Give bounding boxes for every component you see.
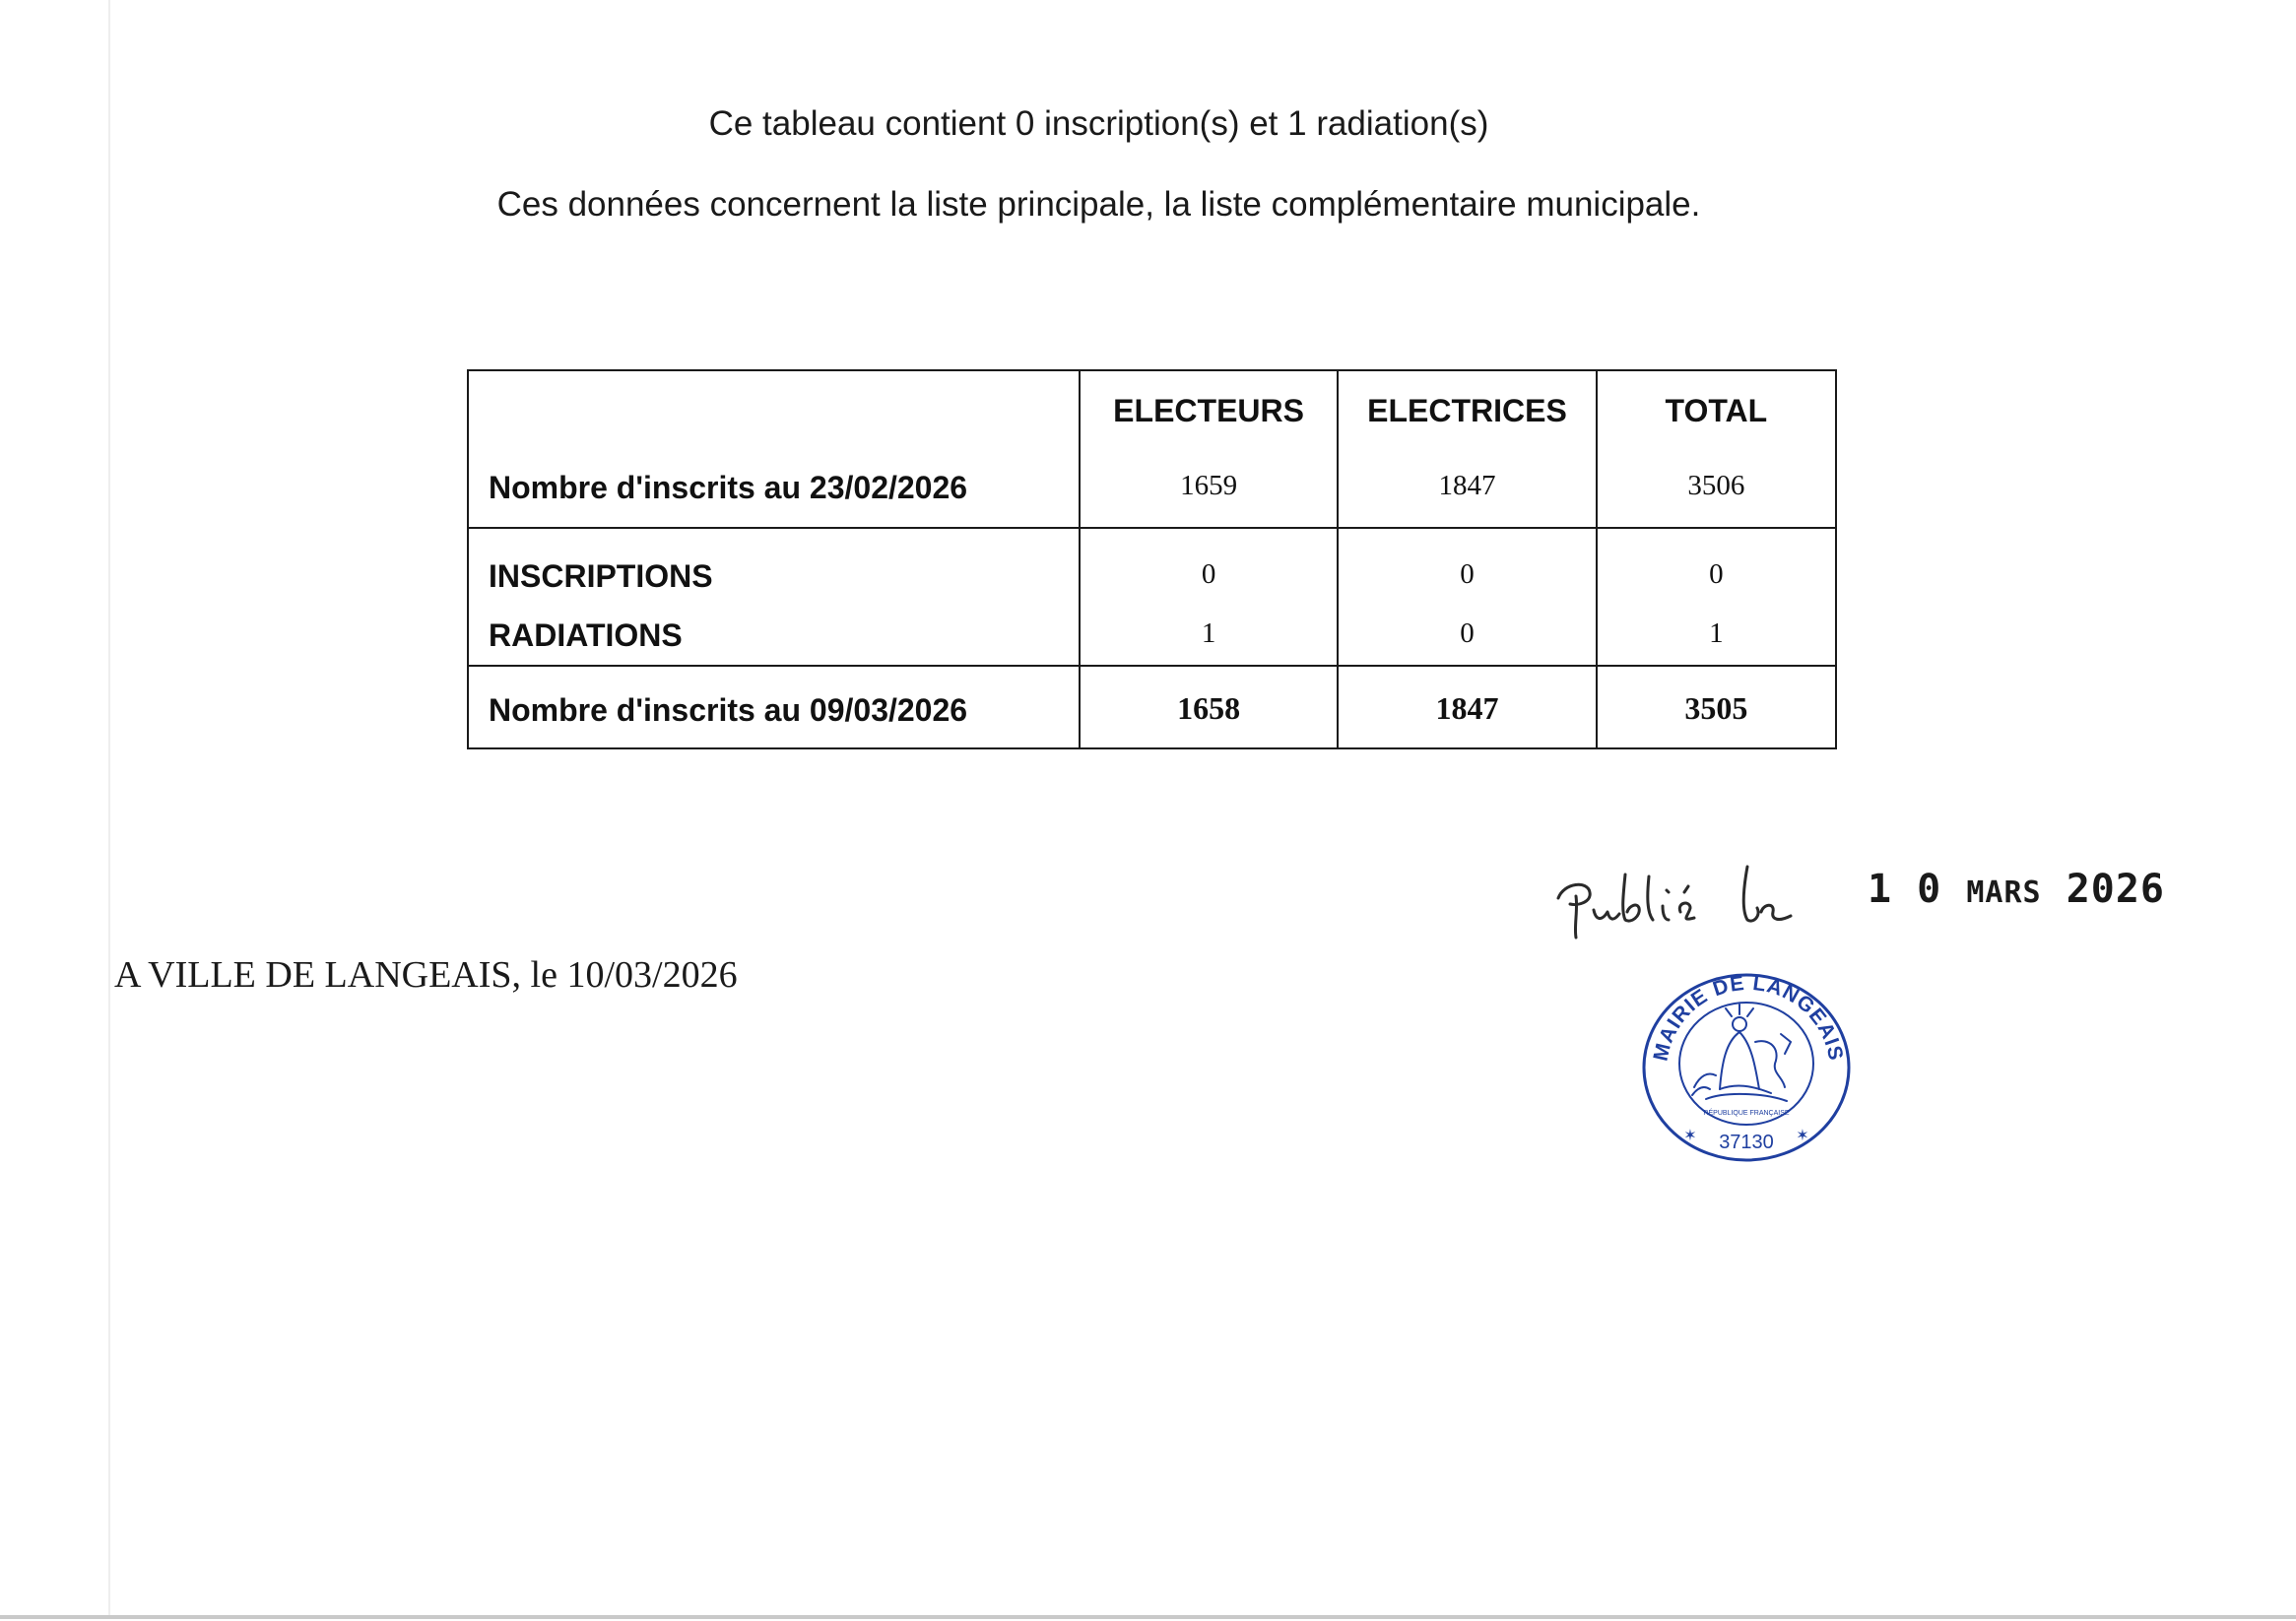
value-total-inscriptions: 0 [1709, 558, 1724, 590]
table-cell [468, 528, 1080, 666]
table-row [468, 370, 1836, 528]
value-electrices-end: 1847 [1435, 690, 1499, 726]
electoral-stats-table [467, 369, 1837, 749]
summary-line-2: Ces données concernent la liste principale, la liste complémentaire municipale. [496, 185, 1701, 224]
stamp-month: MARS [1966, 875, 2042, 910]
table-cell [1338, 666, 1596, 748]
row-label-inscrits-end: Nombre d'inscrits au 09/03/2026 [489, 692, 968, 728]
table-cell [1597, 528, 1836, 666]
header-total: TOTAL [1665, 393, 1768, 428]
value-electeurs-inscriptions: 0 [1201, 558, 1216, 590]
value-electrices-inscriptions: 0 [1460, 558, 1475, 590]
page-left-edge [108, 0, 110, 1617]
value-electeurs-radiations: 1 [1201, 617, 1216, 649]
seal-star-left-icon: ✶ [1683, 1126, 1697, 1144]
table-cell [1338, 370, 1596, 528]
value-total-start: 3506 [1687, 470, 1745, 501]
seal-star-right-icon: ✶ [1796, 1126, 1809, 1144]
row-label-inscriptions: INSCRIPTIONS [489, 558, 713, 594]
summary-line-1: Ce tableau contient 0 inscription(s) et 1 radiation(s) [708, 104, 1489, 143]
value-total-radiations: 1 [1709, 617, 1724, 649]
seal-bottom-text: 37130 [1719, 1132, 1774, 1153]
publication-date-stamp [1868, 867, 2165, 912]
table-row [468, 666, 1836, 748]
seal-top-text: MAIRIE DE LANGEAIS [1649, 971, 1848, 1064]
table-cell [468, 666, 1080, 748]
table-cell [1080, 370, 1338, 528]
page-bottom-edge [0, 1615, 2296, 1619]
value-electrices-radiations: 0 [1460, 617, 1475, 649]
table-cell [1338, 528, 1596, 666]
value-total-end: 3505 [1684, 690, 1748, 726]
header-electeurs: ELECTEURS [1113, 393, 1304, 428]
table-cell [1080, 666, 1338, 748]
table-cell [468, 370, 1080, 528]
value-electeurs-end: 1658 [1177, 690, 1241, 726]
value-electrices-start: 1847 [1438, 470, 1496, 501]
row-label-radiations: RADIATIONS [489, 617, 683, 653]
svg-text:MAIRIE DE LANGEAIS [1650, 972, 1848, 1064]
place-and-date: A VILLE DE LANGEAIS, le 10/03/2026 [114, 954, 738, 996]
table-cell [1597, 370, 1836, 528]
value-electeurs-start: 1659 [1180, 470, 1238, 501]
seal-inner-text: RÉPUBLIQUE FRANÇAISE [1703, 1110, 1790, 1117]
town-hall-seal-icon [1637, 965, 1856, 1162]
stamp-year: 2026 [2066, 867, 2166, 912]
handwritten-publie-le-signature [1550, 855, 1846, 949]
row-label-inscrits-start: Nombre d'inscrits au 23/02/2026 [489, 470, 968, 505]
header-electrices: ELECTRICES [1367, 393, 1567, 428]
table-cell [1597, 666, 1836, 748]
stamp-day: 1 0 [1868, 867, 1942, 912]
table-row [468, 528, 1836, 666]
table-cell [1080, 528, 1338, 666]
